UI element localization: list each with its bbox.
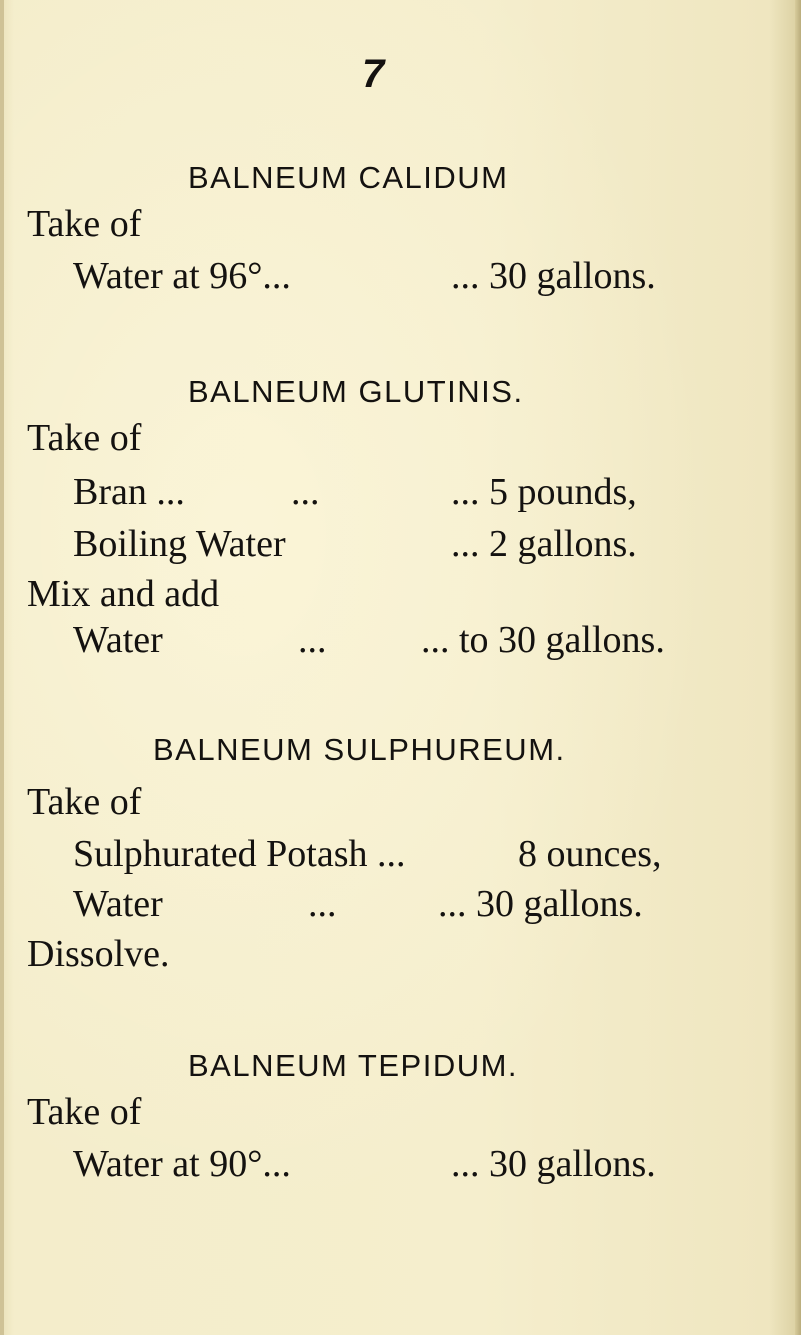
section-heading: BALNEUM TEPIDUM. [188,1048,519,1083]
ingredient-row [73,1140,773,1188]
ingredient-name: Water at 96°... [73,255,291,297]
ingredient-name: Bran ... [73,471,185,513]
ingredient-row [73,830,773,878]
ingredient-dots: ... [308,883,337,925]
ingredient-name: Water at 90°... [73,1143,291,1185]
ingredient-row [73,520,773,568]
ingredient-amount: ... 30 gallons. [451,1143,656,1185]
ingredient-amount: ... 30 gallons. [451,255,656,297]
ingredient-dots: ... [291,471,320,513]
take-of-line: Take of [27,203,142,245]
ingredient-amount: ... 30 gallons. [438,883,643,925]
take-of-line: Take of [27,781,142,823]
ingredient-dots: ... [298,619,327,661]
page-left-edge [0,0,4,1335]
ingredient-amount: 8 ounces, [518,833,662,875]
take-of-line: Take of [27,417,142,459]
ingredient-name: Boiling Water [73,523,286,565]
page-number: 7 [362,52,385,96]
instruction-line: Mix and add [27,573,220,615]
ingredient-amount: ... to 30 gallons. [421,619,665,661]
take-of-line: Take of [27,1091,142,1133]
ingredient-name: Water [73,883,163,925]
section-heading: BALNEUM SULPHUREUM. [153,732,566,767]
section-heading: BALNEUM GLUTINIS. [188,374,524,409]
instruction-line: Dissolve. [27,933,170,975]
section-heading: BALNEUM CALIDUM [188,160,509,195]
ingredient-row [73,252,773,300]
ingredient-row [73,468,773,516]
ingredient-name: Water [73,619,163,661]
ingredient-amount: ... 2 gallons. [451,523,637,565]
ingredient-amount: ... 5 pounds, [451,471,637,513]
page-right-edge [795,0,801,1335]
ingredient-row [73,616,793,664]
ingredient-name: Sulphurated Potash ... [73,833,406,875]
ingredient-row [73,880,773,928]
